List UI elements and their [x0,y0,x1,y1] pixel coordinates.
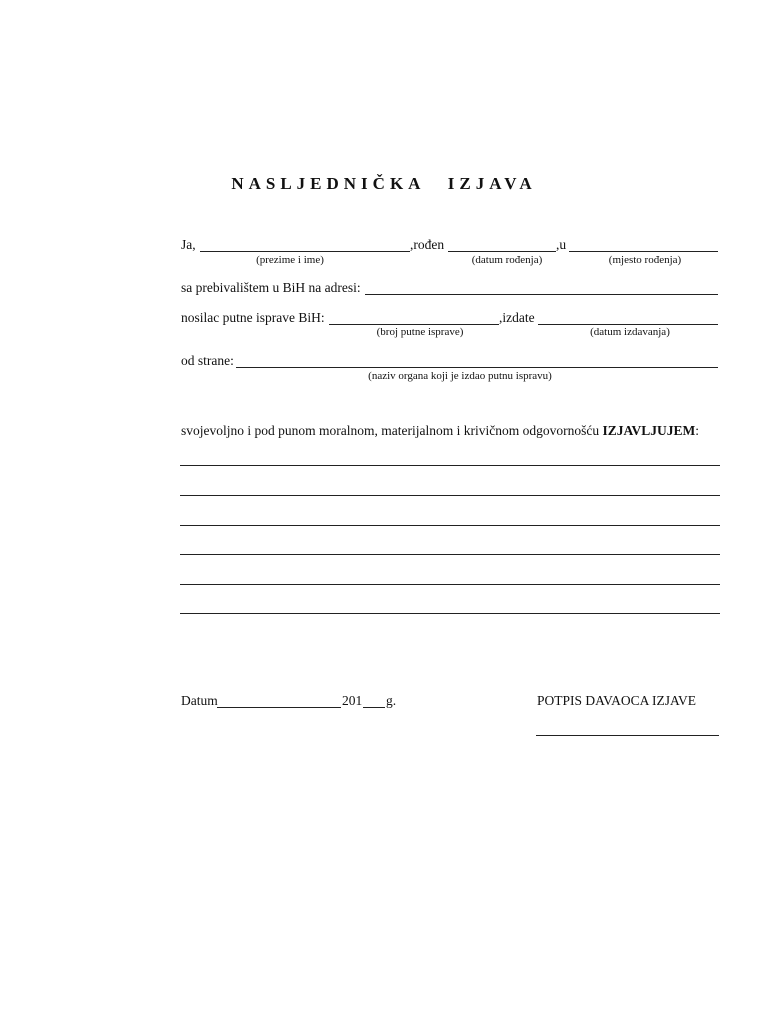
name-caption: (prezime i ime) [256,254,324,266]
ja-label: Ja, [181,237,196,252]
authority-field-line[interactable] [236,367,718,368]
roden-label: ,rođen [410,237,445,252]
year-field-line[interactable] [363,707,385,708]
document-number-field-line[interactable] [329,324,499,325]
document-number-caption: (broj putne isprave) [376,326,464,338]
birth-place-caption: (mjesto rođenja) [608,254,682,266]
authority-caption: (naziv organa koji je izdao putnu ispravu) [368,370,552,382]
address-label: sa prebivalištem u BiH na adresi: [181,280,361,295]
statement-line-1[interactable] [180,465,720,466]
declaration-text [181,423,699,439]
year-prefix: 201 [342,693,363,708]
statement-line-3[interactable] [180,525,720,526]
statement-line-5[interactable] [180,584,720,585]
birth-date-caption: (datum rođenja) [471,254,543,266]
address-field-line[interactable] [365,294,718,295]
issue-date-field-line[interactable] [538,324,718,325]
birth-date-field-line[interactable] [448,251,556,252]
declaration-colon: : [695,423,699,438]
travel-document-label: nosilac putne isprave BiH: [181,310,325,325]
authority-label: od strane: [181,353,234,368]
statement-line-4[interactable] [180,554,720,555]
declaration-keyword: IZJAVLJUJEM [602,423,696,438]
issue-date-caption: (datum izdavanja) [590,326,670,338]
document-title: NASLJEDNIČKA IZJAVA [231,174,537,193]
birth-place-field-line[interactable] [569,251,718,252]
date-field-line[interactable] [217,707,341,708]
year-suffix: g. [386,693,397,708]
name-field-line[interactable] [200,251,410,252]
signature-field-line[interactable] [536,735,719,736]
statement-line-6[interactable] [180,613,720,614]
u-label: ,u [556,237,567,252]
signature-label: POTPIS DAVAOCA IZJAVE [537,693,697,708]
declaration-sentence: svojevoljno i pod punom moralnom, materijalnom i krivičnom odgovornošću [181,423,603,438]
datum-label: Datum [181,693,218,708]
statement-line-2[interactable] [180,495,720,496]
izdate-label: ,izdate [499,310,535,325]
